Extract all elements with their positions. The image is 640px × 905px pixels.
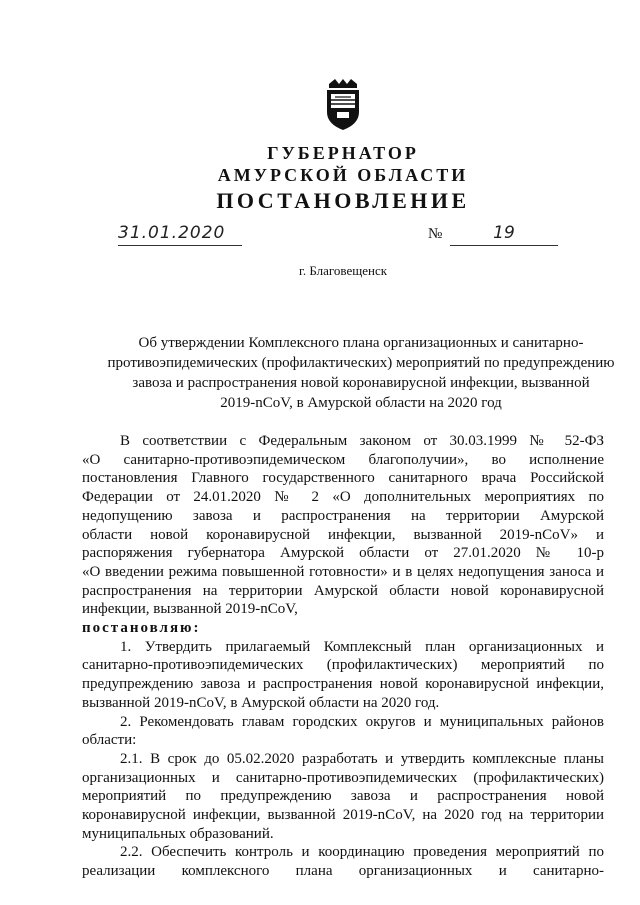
body-line: реализации комплексного плана организационных и санитарно- [82,863,604,880]
body-line: 1. Утвердить прилагаемый Комплексный план организационных и [120,638,604,655]
coat-of-arms-emblem [321,78,365,132]
document-date: 31.01.2020 [118,223,242,246]
header-governor: ГУБЕРНАТОР [267,143,419,163]
decree-word: постановляю: [82,620,201,637]
body-line: 2. Рекомендовать главам городских округов и муниципальных районов [120,713,604,730]
body-line: мероприятий по предупреждению завоза и распространения новой [82,788,604,805]
body-line: области новой коронавирусной инфекции, вызванной 2019-nCoV» и [82,526,604,543]
city: г. Благовещенск [298,263,388,278]
title-line: завоза и распространения новой коронавирусной инфекции, вызванной [132,375,590,391]
body-line: муниципальных образований. [82,825,274,842]
body-line: Федерации от 24.01.2020 № 2 «О дополнительных мероприятиях по [82,489,604,506]
body-line: коронавирусной инфекции, вызванной 2019-nCoV, на 2020 год на территории [82,807,604,824]
title-line: 2019-nCoV, в Амурской области на 2020 год [220,395,502,411]
body-line: распоряжения губернатора Амурской области от 27.01.2020 № 10-р [82,545,604,562]
document-body [82,432,604,881]
body-line: «О санитарно-противоэпидемическом благополучии», во исполнение [82,451,604,468]
body-line: недопущению завоза и распространения на территории Амурской [82,507,604,524]
body-line: 2.1. В срок до 05.02.2020 разработать и утвердить комплексные планы [120,750,604,767]
body-line: организационных и санитарно-противоэпидемических (профилактических) [82,769,604,786]
body-line: В соответствии с Федеральным законом от 30.03.1999 № 52-ФЗ [120,433,604,449]
body-line: предупреждению завоза и распространения новой коронавирусной инфекции, [82,676,604,693]
body-line: 2.2. Обеспечить контроль и координацию проведения мероприятий по [120,844,604,861]
body-line: инфекции, вызванной 2019-nCoV, [82,601,298,618]
body-line: санитарно-противоэпидемических (профилактических) мероприятий по [82,657,604,674]
title-line: противоэпидемических (профилактических) мероприятий по предупреждению [107,355,615,371]
body-line: постановления Главного государственного санитарного врача Российской [82,470,604,487]
document-title [104,333,618,413]
header-region: АМУРСКОЙ ОБЛАСТИ [217,165,469,185]
body-line: вызванной 2019-nCoV, в Амурской области на 2020 год. [82,694,440,711]
header-document-type: ПОСТАНОВЛЕНИЕ [216,188,470,213]
body-line: области: [82,732,137,749]
body-line: распространения на территории Амурской области новой коронавирусной [82,582,604,599]
title-line: Об утверждении Комплексного плана организационных и санитарно- [138,335,584,351]
number-label: № [428,226,443,242]
document-number: 19 [450,223,558,246]
body-line: «О введении режима повышенной готовности» и в целях недопущения заноса и [82,563,604,580]
